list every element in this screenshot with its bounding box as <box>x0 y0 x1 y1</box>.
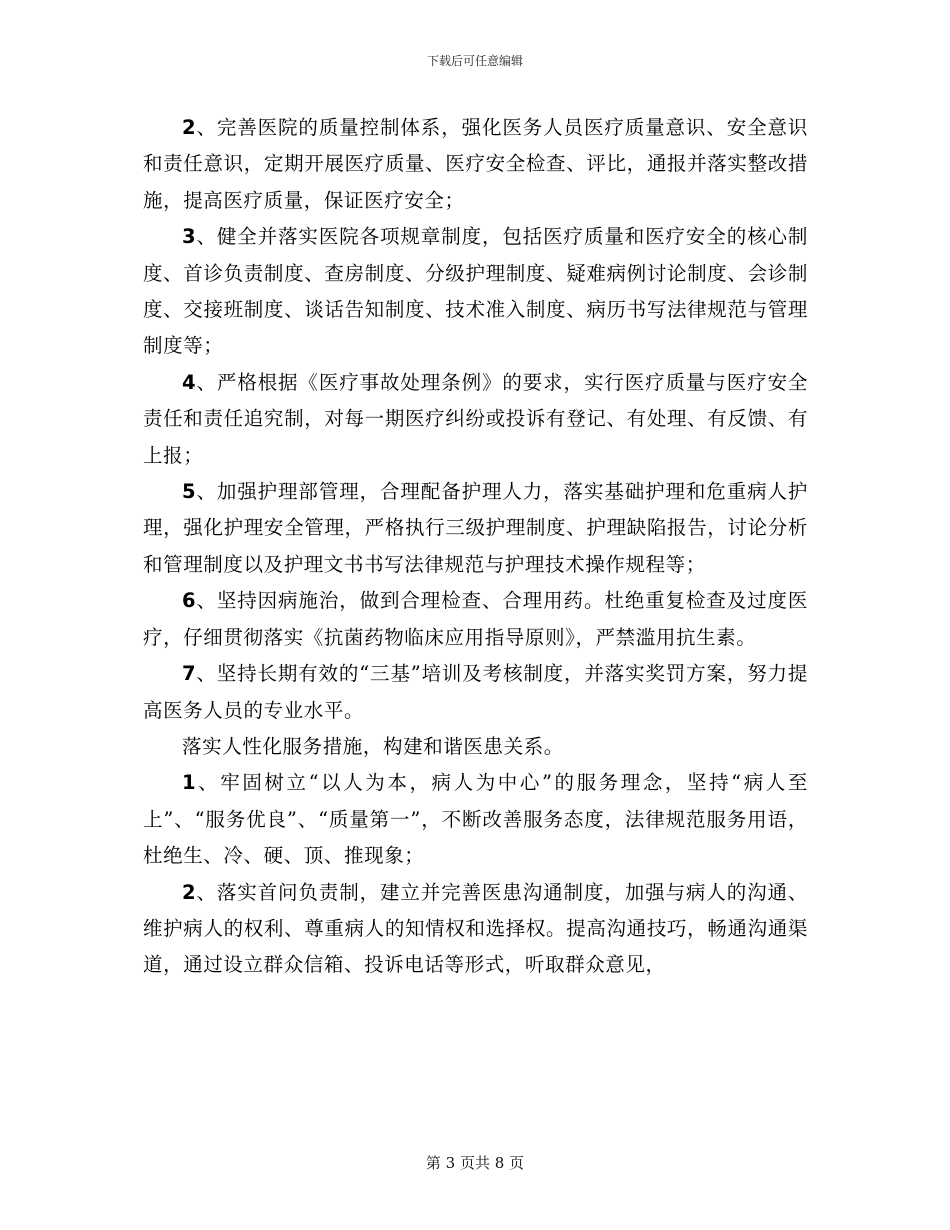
section-heading-humanized-service <box>143 729 808 765</box>
paragraph-item-3-regulations <box>143 219 808 365</box>
paragraph-item-1-service-concept <box>143 765 808 874</box>
paragraph-text: 、坚持因病施治，做到合理检查、合理用药。杜绝重复检查及过度医疗，仔细贯彻落实《抗菌药物临床应用指导原则》，严禁滥用抗生素。 <box>143 589 808 649</box>
paragraph-item-4-accident-regulation <box>143 365 808 474</box>
paragraph-text: 、牢固树立“以人为本，病人为中心”的服务理念，坚持“病人至上”、“服务优良”、“质量第一”，不断改善服务态度，法律规范服务用语，杜绝生、冷、硬、顶、推现象； <box>143 771 808 868</box>
paragraph-text: 、健全并落实医院各项规章制度，包括医疗质量和医疗安全的核心制度、首诊负责制度、查房制度、分级护理制度、疑难病例讨论制度、会诊制度、交接班制度、谈话告知制度、技术准入制度、病历书写法律规范与管理制度等； <box>143 225 808 358</box>
paragraph-item-6-treatment <box>143 583 808 656</box>
page-footer: 第 3 页共 8 页 <box>425 1154 525 1172</box>
paragraph-number: 7 <box>182 662 197 686</box>
paragraph-number: 3 <box>182 225 197 249</box>
paragraph-number: 5 <box>182 480 197 504</box>
document-body <box>143 110 808 984</box>
paragraph-item-2-communication <box>143 875 808 984</box>
paragraph-item-5-nursing <box>143 474 808 583</box>
paragraph-item-7-training <box>143 656 808 729</box>
paragraph-number: 4 <box>182 370 197 394</box>
paragraph-text: 、严格根据《医疗事故处理条例》的要求，实行医疗质量与医疗安全责任和责任追究制，对每一期医疗纠纷或投诉有登记、有处理、有反馈、有上报； <box>143 370 808 467</box>
page-header: 下载后可任意编辑 <box>426 54 523 68</box>
paragraph-text: 、落实首问负责制，建立并完善医患沟通制度，加强与病人的沟通、维护病人的权利、尊重病人的知情权和选择权。提高沟通技巧，畅通沟通渠道，通过设立群众信箱、投诉电话等形式，听取群众意见， <box>143 880 808 977</box>
paragraph-number: 1 <box>182 771 197 795</box>
paragraph-text: 、加强护理部管理，合理配备护理人力，落实基础护理和危重病人护理，强化护理安全管理，严格执行三级护理制度、护理缺陷报告，讨论分析和管理制度以及护理文书书写法律规范与护理技术操作规程等； <box>143 480 808 576</box>
paragraph-text: 、完善医院的质量控制体系，强化医务人员医疗质量意识、安全意识和责任意识，定期开展医疗质量、医疗安全检查、评比，通报并落实整改措施，提高医疗质量，保证医疗安全； <box>143 116 808 212</box>
paragraph-number: 2 <box>182 880 197 904</box>
paragraph-number: 2 <box>182 116 197 139</box>
paragraph-text: 、坚持长期有效的“三基”培训及考核制度，并落实奖罚方案，努力提高医务人员的专业水平。 <box>143 662 808 722</box>
paragraph-text: 落实人性化服务措施，构建和谐医患关系。 <box>182 734 564 758</box>
paragraph-item-2-quality-control <box>143 110 808 219</box>
paragraph-number: 6 <box>182 589 197 613</box>
